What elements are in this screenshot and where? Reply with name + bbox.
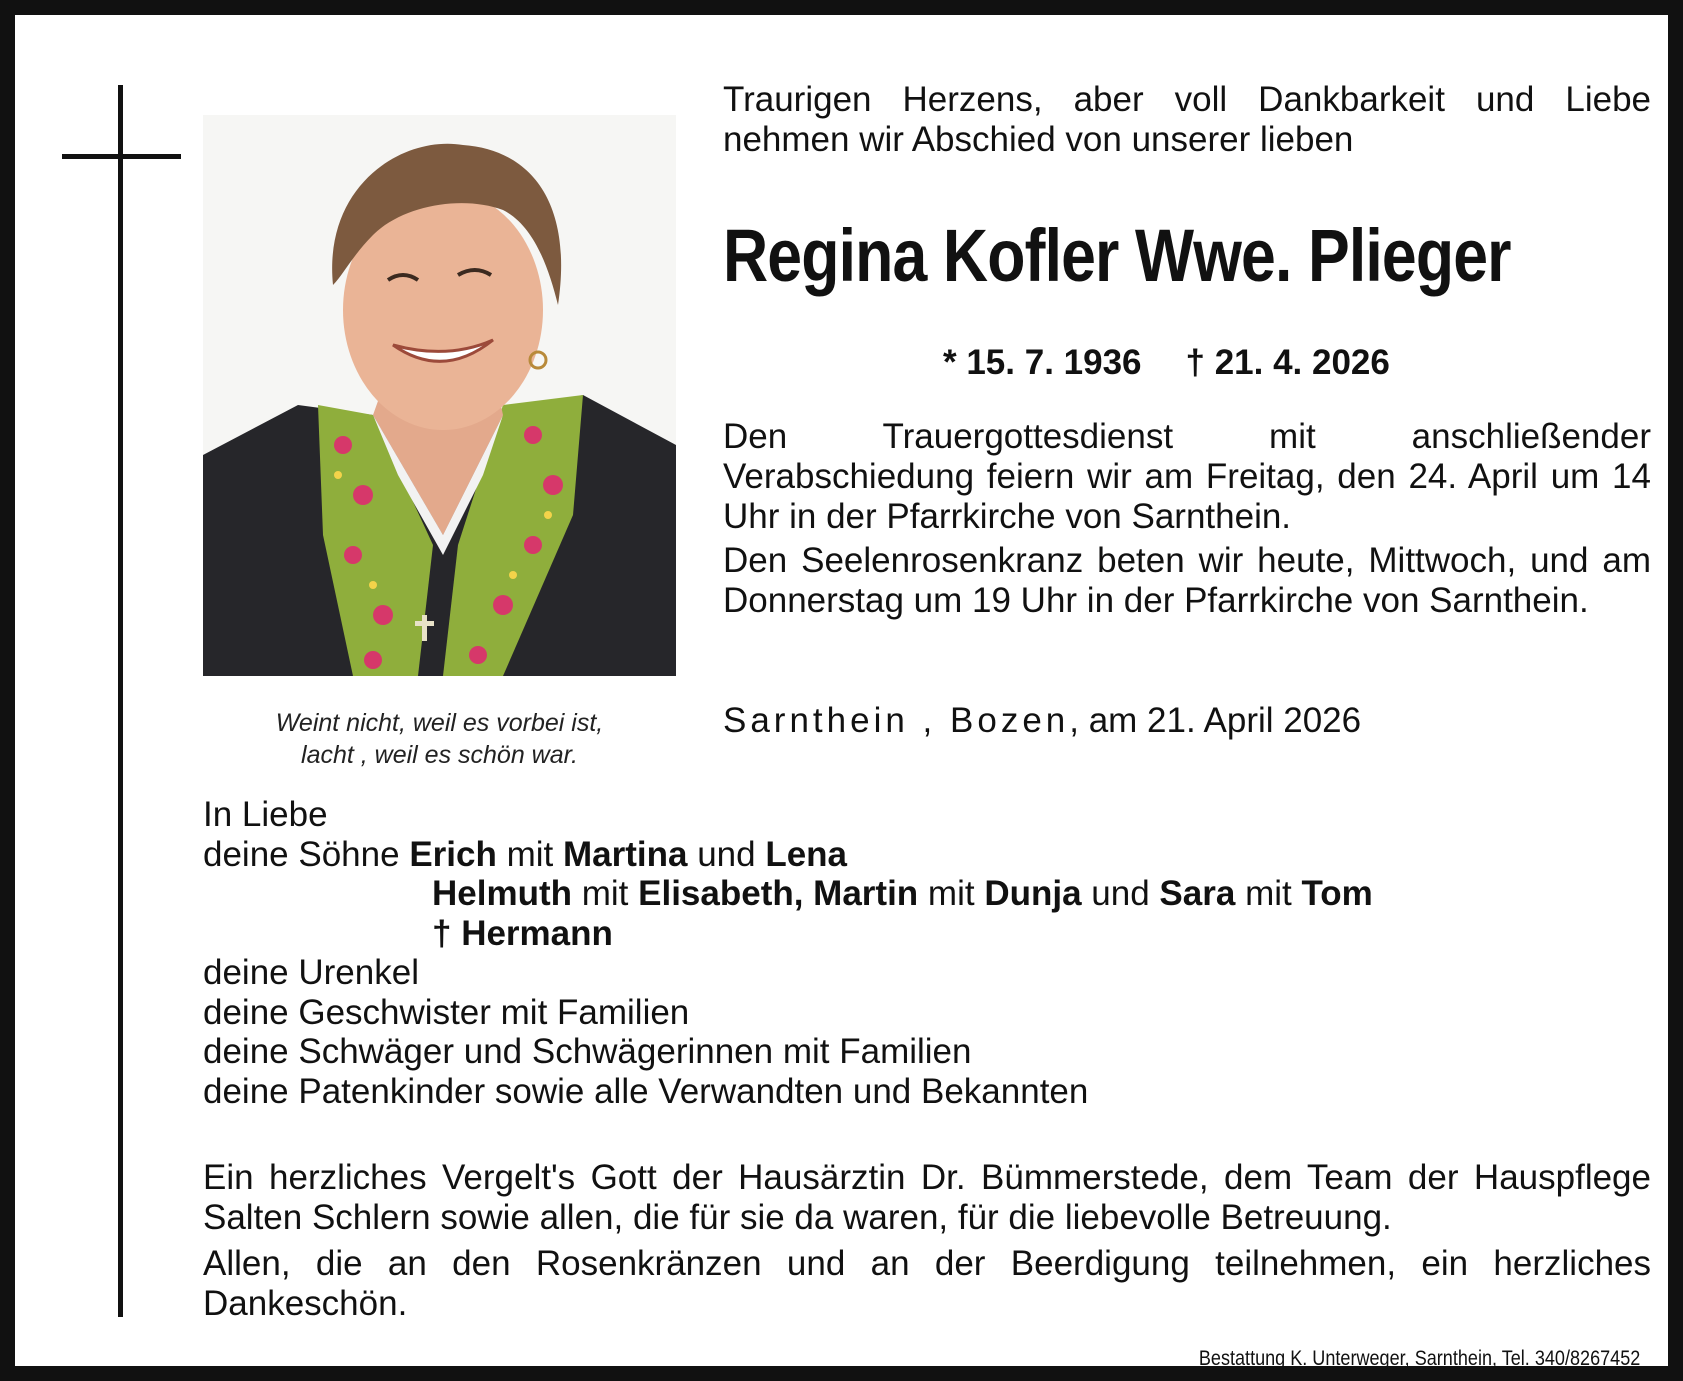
portrait-illustration (203, 115, 676, 676)
caption-line-2: lacht , weil es schön war. (301, 741, 578, 769)
funeral-home-footer: Bestattung K. Unterweger, Sarnthein, Tel. 340/8267452 (1198, 1347, 1640, 1370)
in-liebe: In Liebe (203, 795, 328, 834)
cross-icon-horizontal (62, 154, 181, 159)
family-line: deine Schwäger und Schwägerinnen mit Familien (203, 1032, 972, 1071)
place-city: Bozen (950, 701, 1070, 740)
intro-text: Traurigen Herzens, aber voll Dankbarkeit und Liebe nehmen wir Abschied von unserer lieben (723, 80, 1651, 159)
son-name: Erich (409, 834, 497, 874)
deceased-name: Regina Kofler Wwe. Plieger (723, 214, 1511, 297)
family-row-sons (203, 835, 1653, 875)
family-name: Martina (562, 834, 688, 874)
family-name: Tom (1301, 874, 1373, 913)
funeral-service-text: Den Trauergottesdienst mit anschließender Verabschiedung feiern wir am Freitag, den 24. April um 14 Uhr in der Pfarrkirche von Sarnthein. (723, 417, 1651, 536)
family-connector: und (1091, 874, 1150, 913)
family-row-2 (203, 874, 1653, 914)
family-line: deine Geschwister mit Familien (203, 992, 690, 1032)
rosary-text: Den Seelenrosenkranz beten wir heute, Mittwoch, und am Donnerstag um 19 Uhr in der Pfarrkirche von Sarnthein. (723, 541, 1651, 620)
sons-label: deine Söhne (203, 834, 400, 874)
service-info (723, 417, 1651, 625)
thanks-paragraph-1: Ein herzliches Vergelt's Gott der Hausärztin Dr. Bümmerstede, dem Team der Hauspflege Salten Schlern sowie allen, die für sie da waren, für die liebevolle Betreuung. (203, 1158, 1651, 1237)
cross-icon-vertical (118, 85, 123, 1317)
place-town: Sarnthein (723, 701, 909, 740)
family-connector: und (697, 834, 756, 874)
family-connector: mit (1245, 874, 1292, 913)
son-name-deceased: † Hermann (432, 913, 613, 953)
birth-date: * 15. 7. 1936 (943, 343, 1142, 382)
family-name: Lena (765, 834, 848, 874)
photo-caption (203, 707, 676, 771)
son-name: Helmuth (432, 874, 572, 913)
family-line: deine Urenkel (203, 953, 419, 992)
place-date-text: , am 21. April 2026 (1069, 701, 1362, 740)
family-name: Elisabeth, Martin (638, 874, 919, 913)
family-row-3 (203, 914, 1653, 954)
family-connector: mit (506, 834, 554, 874)
portrait-photo (203, 115, 676, 676)
thanks-section (203, 1158, 1651, 1330)
death-date: † 21. 4. 2026 (1185, 343, 1390, 382)
family-list (203, 795, 1653, 1111)
place-separator: , (908, 701, 951, 740)
life-dates (943, 341, 1390, 385)
family-connector: mit (581, 874, 629, 913)
thanks-paragraph-2: Allen, die an den Rosenkränzen und an der Beerdigung teilnehmen, ein herzliches Dankeschön. (203, 1244, 1651, 1323)
caption-line-1: Weint nicht, weil es vorbei ist, (275, 709, 604, 737)
family-connector: mit (927, 874, 975, 913)
family-name: Dunja (984, 874, 1082, 913)
place-date (723, 699, 1361, 743)
family-line: deine Patenkinder sowie alle Verwandten und Bekannten (203, 1071, 1089, 1111)
family-name: Sara (1159, 874, 1236, 913)
